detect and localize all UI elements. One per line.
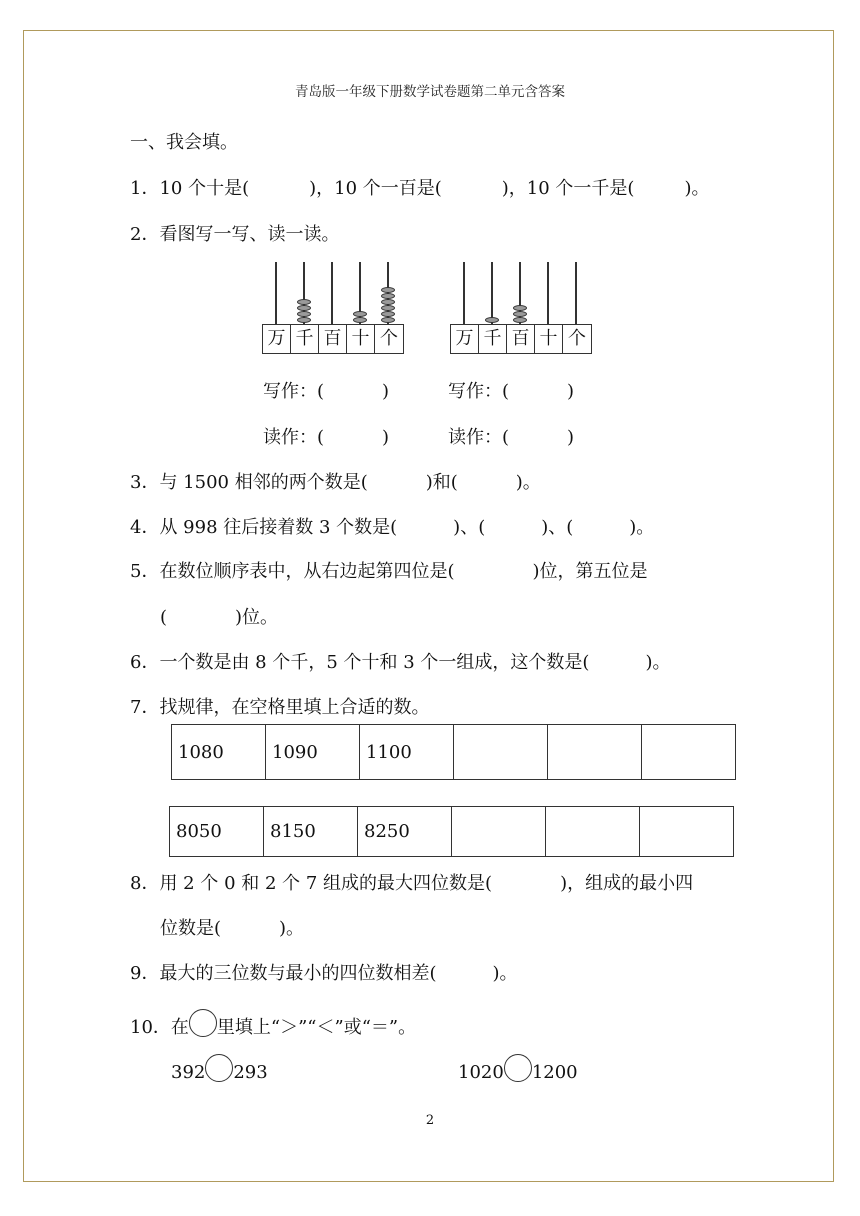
table-cell: 1090 (266, 725, 360, 780)
question-number: 1． (130, 178, 160, 199)
abacus-2-read: 读作：( ) (448, 427, 575, 448)
question-1 (130, 174, 709, 200)
table-cell: 1100 (360, 725, 454, 780)
q1-text-2: )，10 个一百是( (309, 178, 442, 199)
abacus-2-write: 写作：( ) (448, 381, 575, 402)
place-label: 个 (568, 328, 586, 349)
table-cell-blank[interactable] (640, 807, 734, 857)
abacus-1-write: 写作：( ) (263, 381, 390, 402)
compare-right: 1200 (531, 1062, 578, 1083)
place-label: 十 (535, 325, 563, 353)
q1-text-4: )。 (684, 178, 710, 199)
table-cell-blank[interactable] (548, 725, 642, 780)
table-cell: 8150 (264, 807, 358, 857)
abacus-rod (275, 262, 277, 324)
place-label: 百 (507, 325, 535, 353)
question-6: 6．一个数是由 8 个千，5 个十和 3 个一组成，这个数是( )。 (130, 652, 671, 673)
compare-left: 1020 (458, 1062, 504, 1083)
q1-text-1: 10 个十是( (159, 178, 250, 199)
abacus-bead (353, 317, 367, 323)
place-label: 千 (479, 325, 507, 353)
q1-text-3: )，10 个一千是( (501, 178, 635, 199)
question-10: 10．在 里填上“＞”“＜”或“＝”。 (130, 1009, 416, 1039)
table-cell-blank[interactable] (642, 725, 736, 780)
table-cell: 1080 (172, 725, 266, 780)
abacus-bead (381, 293, 395, 299)
question-5-cont: ( )位。 (160, 607, 279, 628)
abacus-1 (262, 262, 402, 357)
abacus-bead (381, 317, 395, 323)
question-number: 8． (130, 873, 160, 894)
compare-left: 392 (171, 1062, 206, 1083)
table-cell: 8050 (170, 807, 264, 857)
table-cell-blank[interactable] (452, 807, 546, 857)
abacus-rod (575, 262, 577, 324)
place-label: 十 (347, 325, 375, 353)
question-number: 2． (130, 224, 160, 245)
question-number: 3． (130, 472, 160, 493)
abacus-rod (463, 262, 465, 324)
compare-circle[interactable] (205, 1054, 233, 1082)
question-number: 10． (130, 1017, 171, 1038)
table-row (172, 725, 736, 780)
sequence-table-2 (169, 806, 734, 857)
abacus-2 (450, 262, 590, 357)
abacus-bead (297, 311, 311, 317)
abacus-bead (381, 305, 395, 311)
abacus-bead (353, 311, 367, 317)
question-4: 4．从 998 往后接着数 3 个数是( )、( )、( )。 (130, 517, 655, 538)
abacus-bead (485, 317, 499, 323)
question-number: 6． (130, 652, 160, 673)
place-label: 千 (291, 325, 319, 353)
question-2 (130, 220, 339, 246)
abacus-1-read: 读作：( ) (263, 427, 390, 448)
abacus-bead (513, 317, 527, 323)
place-label: 万 (263, 325, 291, 353)
table-cell-blank[interactable] (546, 807, 640, 857)
compare-circle[interactable] (504, 1054, 532, 1082)
q2-text: 看图写一写、读一读。 (159, 224, 340, 245)
table-row (170, 807, 734, 857)
section-title: 一、我会填。 (130, 132, 238, 153)
page-number: 2 (425, 1113, 435, 1128)
compare-1 (171, 1054, 268, 1083)
question-7: 7．找规律，在空格里填上合适的数。 (130, 697, 430, 718)
table-cell-blank[interactable] (454, 725, 548, 780)
circle-icon (189, 1009, 217, 1037)
question-number: 4． (130, 517, 160, 538)
question-3: 3．与 1500 相邻的两个数是( )和( )。 (130, 472, 541, 493)
abacus-bead (513, 311, 527, 317)
compare-right: 293 (233, 1062, 268, 1083)
sequence-table-1 (171, 724, 736, 780)
abacus-bead (381, 299, 395, 305)
question-8: 8．用 2 个 0 和 2 个 7 组成的最大四位数是( )，组成的最小四 (130, 873, 694, 894)
write-label: 写作：( (448, 381, 510, 402)
place-value-labels (450, 324, 592, 354)
question-9: 9．最大的三位数与最小的四位数相差( )。 (130, 963, 518, 984)
table-cell: 8250 (358, 807, 452, 857)
place-label: 百 (319, 325, 347, 353)
question-number: 7． (130, 697, 160, 718)
abacus-rod (547, 262, 549, 324)
question-number: 9． (130, 963, 160, 984)
question-5: 5．在数位顺序表中，从右边起第四位是( )位，第五位是 (130, 561, 648, 582)
read-label: 读作：( (263, 427, 325, 448)
place-label: 万 (451, 325, 479, 353)
abacus-bead (297, 317, 311, 323)
abacus-bead (381, 311, 395, 317)
abacus-bead (297, 305, 311, 311)
abacus-rod (491, 262, 493, 324)
place-value-labels (262, 324, 404, 354)
compare-2 (458, 1054, 578, 1083)
abacus-bead (381, 287, 395, 293)
abacus-rod (331, 262, 333, 324)
abacus-bead (513, 305, 527, 311)
question-8-cont: 位数是( )。 (160, 918, 305, 939)
page-header: 青岛版一年级下册数学试卷题第二单元含答案 (295, 84, 565, 100)
question-number: 5． (130, 561, 160, 582)
abacus-bead (297, 299, 311, 305)
write-label: 写作：( (263, 381, 325, 402)
place-label: 个 (380, 328, 398, 349)
read-label: 读作：( (448, 427, 510, 448)
